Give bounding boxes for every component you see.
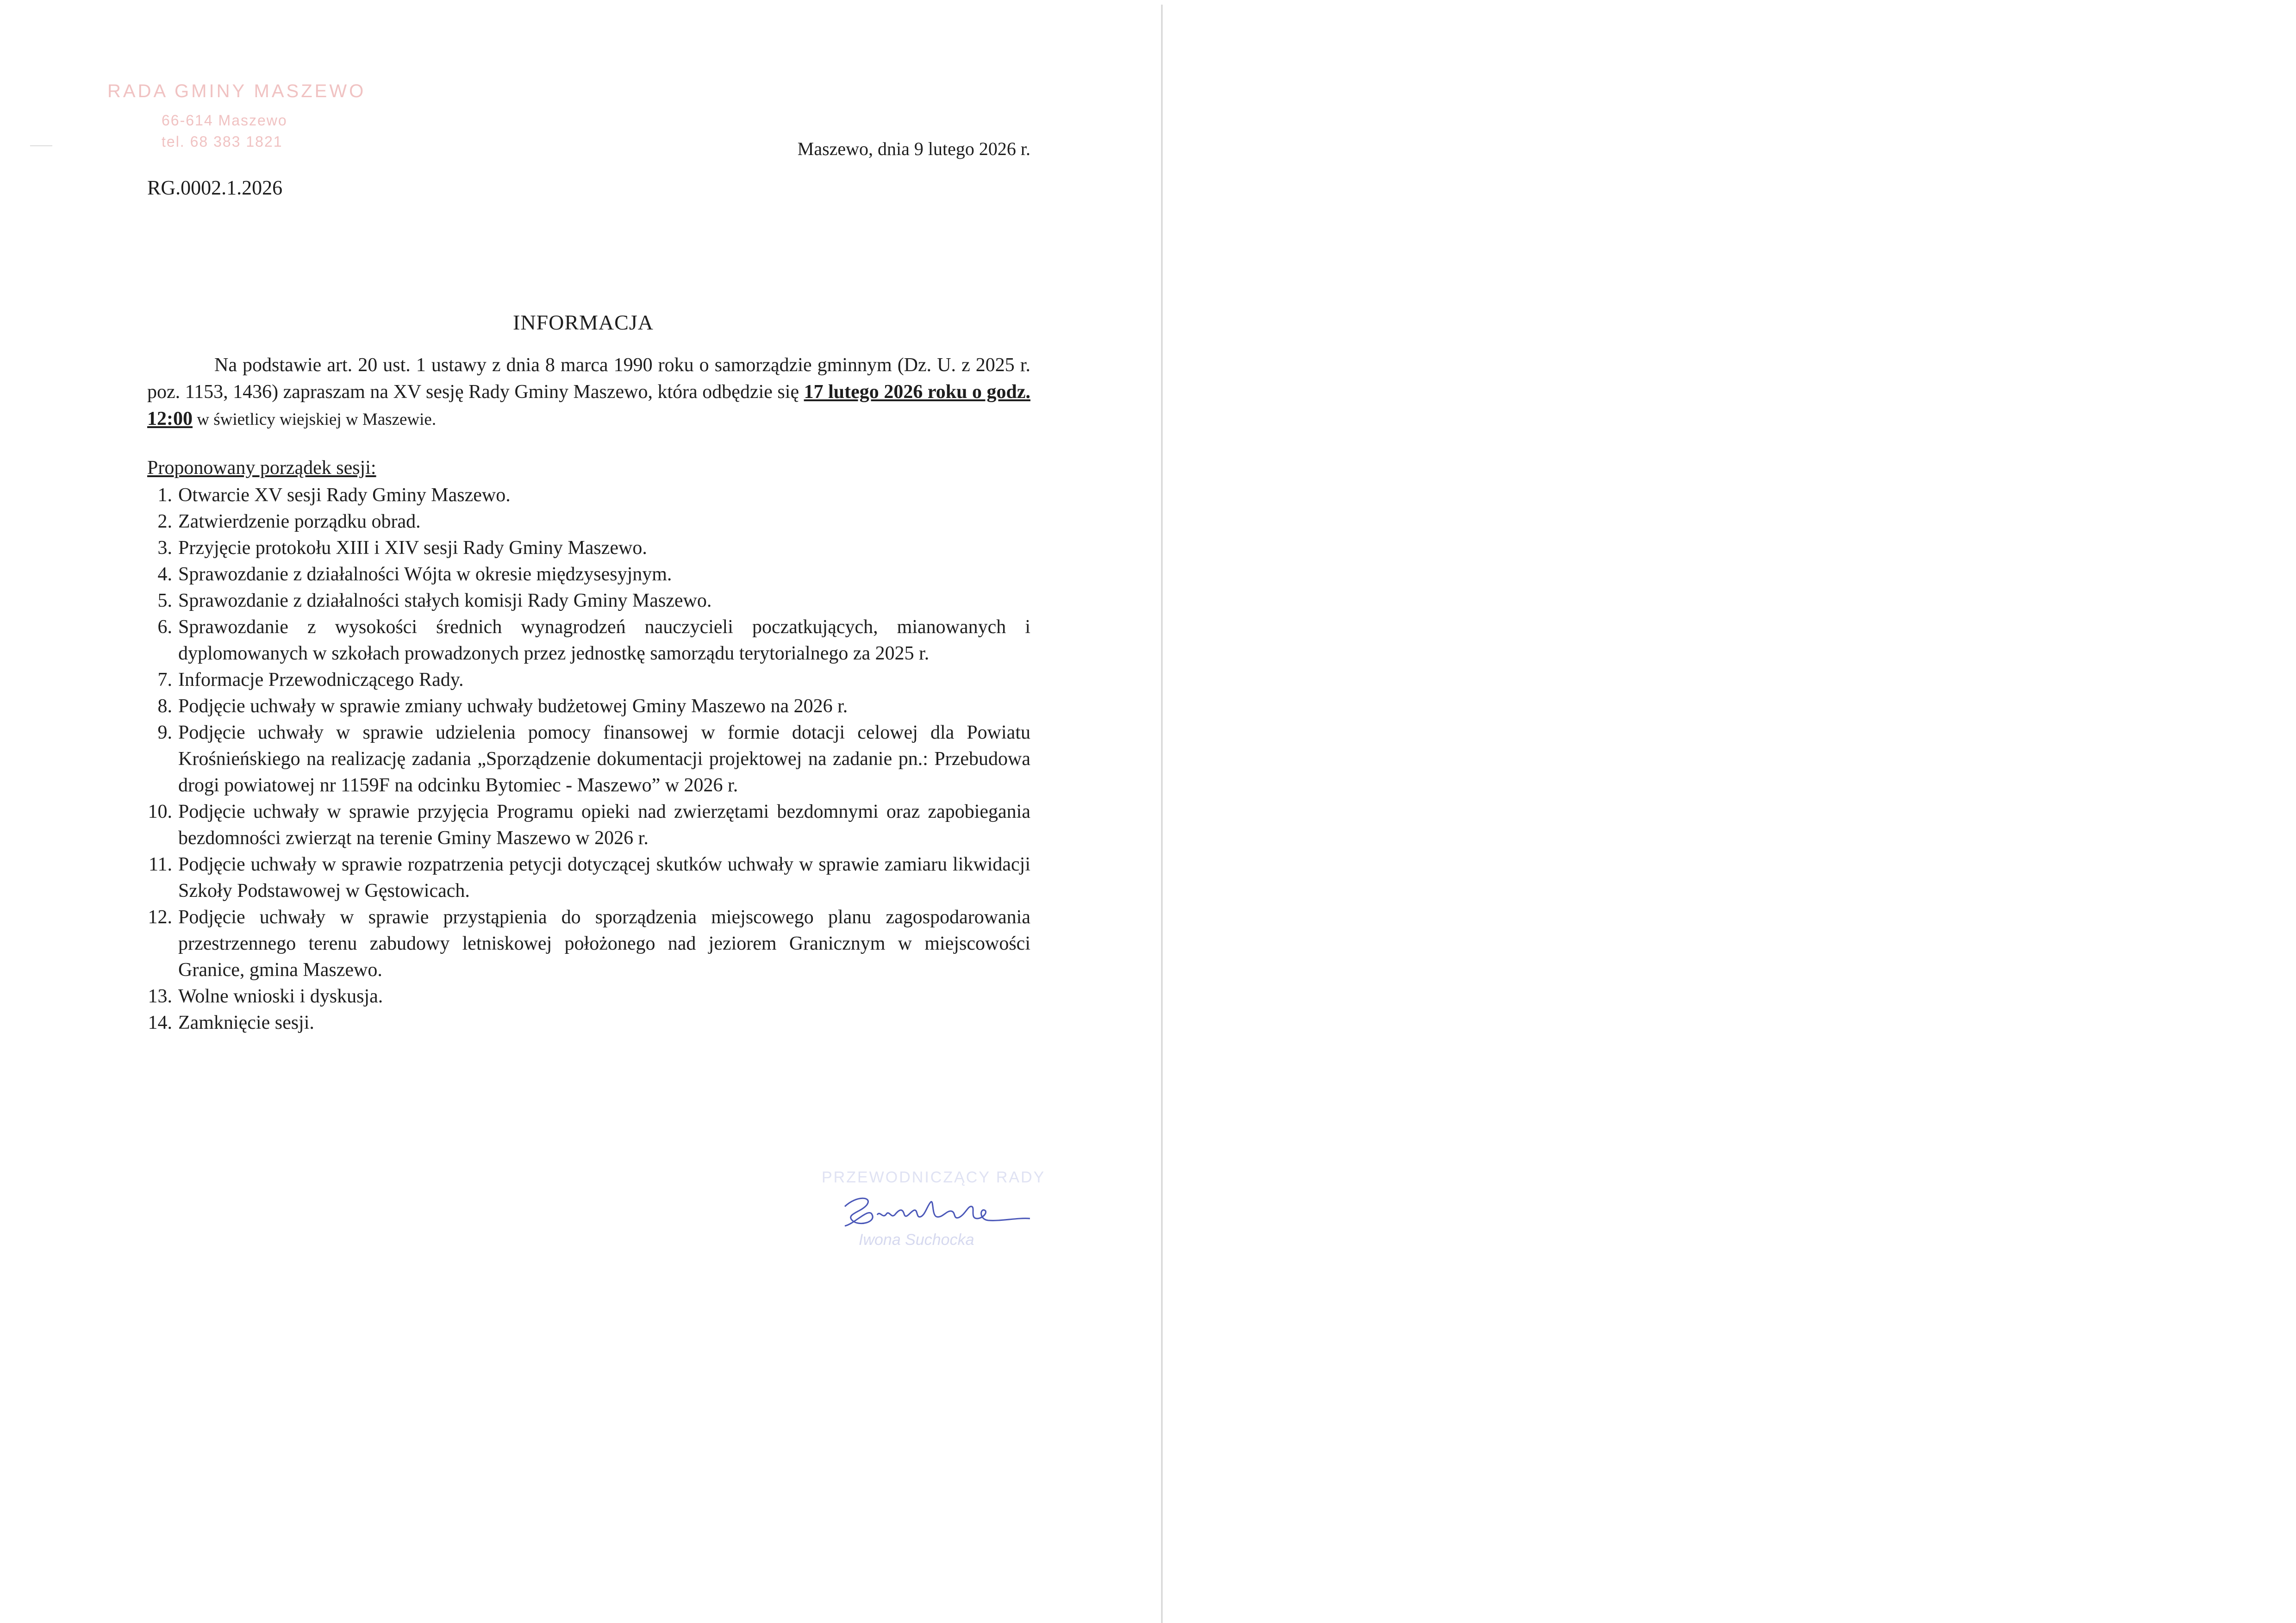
agenda-item bbox=[134, 904, 1030, 983]
agenda-item bbox=[134, 535, 1030, 561]
agenda-item-text: Otwarcie XV sesji Rady Gminy Maszewo. bbox=[178, 485, 511, 506]
signature-block bbox=[812, 1169, 1053, 1270]
scan-page-divider bbox=[1161, 5, 1163, 1623]
agenda-item-text: Podjęcie uchwały w sprawie rozpatrzenia petycji dotyczącej skutków uchwały w sprawie zamiaru likwidacji Szkoły Podstawowej w Gęstowicach. bbox=[178, 854, 1030, 902]
agenda-item-text: Podjęcie uchwały w sprawie przyjęcia Programu opieki nad zwierzętami bezdomnymi oraz zapobiegania bezdomności zwierząt na terenie Gminy Maszewo w 2026 r. bbox=[178, 801, 1030, 849]
agenda-item-number: 14. bbox=[148, 1012, 172, 1033]
agenda-item-text: Informacje Przewodniczącego Rady. bbox=[178, 669, 464, 690]
agenda-item bbox=[134, 667, 1030, 693]
agenda-item-text: Podjęcie uchwały w sprawie udzielenia pomocy finansowej w formie dotacji celowej dla Powiatu Krośnieńskiego na realizację zadania „Sporządzenie dokumentacji projektowej na zadanie pn.: Przebudowa drogi powiatowej nr 1159F na odcinku Bytomiec - Maszewo” w 2026 r. bbox=[178, 722, 1030, 796]
agenda-item-text: Podjęcie uchwały w sprawie przystąpienia do sporządzenia miejscowego planu zagospodarowania przestrzennego terenu zabudowy letniskowej położonego nad jeziorem Granicznym w miejscowości Granice, gmina Maszewo. bbox=[178, 907, 1030, 981]
document-title: INFORMACJA bbox=[513, 311, 654, 334]
agenda-item bbox=[134, 720, 1030, 799]
agenda-item-number: 13. bbox=[148, 986, 172, 1007]
council-stamp-address: 66-614 Maszewo bbox=[162, 112, 287, 129]
handwritten-signature bbox=[812, 1178, 1053, 1233]
agenda-item-number: 1. bbox=[157, 485, 172, 506]
agenda-item bbox=[134, 799, 1030, 852]
council-stamp-name: RADA GMINY MASZEWO bbox=[107, 81, 366, 101]
agenda-item bbox=[134, 693, 1030, 720]
agenda-item-text: Przyjęcie protokołu XIII i XIV sesji Rady Gminy Maszewo. bbox=[178, 537, 647, 559]
agenda-item-number: 5. bbox=[157, 590, 172, 611]
agenda-item-number: 6. bbox=[157, 616, 172, 638]
intro-text-before: Na podstawie art. 20 ust. 1 ustawy z dnia 8 marca 1990 roku o samorządzie gminnym (Dz. U. z 2025 r. poz. 1153, 1436) zapraszam na XV sesję Rady Gminy Maszewo, która odbędzie się bbox=[147, 354, 1030, 403]
agenda-item-text: Sprawozdanie z wysokości średnich wynagrodzeń nauczycieli poczatkujących, mianowanych i dyplomowanych w szkołach prowadzonych przez jednostkę samorządu terytorialnego za 2025 r. bbox=[178, 616, 1030, 664]
agenda-item-number: 9. bbox=[157, 722, 172, 743]
agenda-item-text: Zamknięcie sesji. bbox=[178, 1012, 314, 1033]
agenda-item bbox=[134, 1010, 1030, 1036]
agenda-item-number: 4. bbox=[157, 564, 172, 585]
agenda-item bbox=[134, 614, 1030, 667]
agenda-item-text: Wolne wnioski i dyskusja. bbox=[178, 986, 383, 1007]
margin-mark bbox=[30, 145, 52, 146]
intro-text-after: w świetlicy wiejskiej w Maszewie. bbox=[193, 410, 437, 429]
council-stamp-phone: tel. 68 383 1821 bbox=[162, 133, 283, 150]
agenda-item bbox=[134, 561, 1030, 588]
intro-paragraph bbox=[147, 352, 1030, 433]
agenda-item bbox=[134, 983, 1030, 1010]
agenda-item-text: Sprawozdanie z działalności stałych komisji Rady Gminy Maszewo. bbox=[178, 590, 712, 611]
agenda-item-number: 7. bbox=[157, 669, 172, 690]
agenda-item bbox=[134, 588, 1030, 614]
agenda-item-number: 8. bbox=[157, 696, 172, 717]
document-reference: RG.0002.1.2026 bbox=[147, 176, 283, 199]
signer-name: Iwona Suchocka bbox=[859, 1231, 974, 1249]
signature-stamp-title: PRZEWODNICZĄCY RADY bbox=[822, 1169, 1046, 1186]
agenda-item-text: Zatwierdzenie porządku obrad. bbox=[178, 511, 421, 532]
agenda-item-number: 3. bbox=[157, 537, 172, 559]
agenda-heading: Proponowany porządek sesji: bbox=[147, 457, 376, 479]
agenda-item-text: Sprawozdanie z działalności Wójta w okresie międzysesyjnym. bbox=[178, 564, 672, 585]
agenda-item-number: 12. bbox=[148, 907, 172, 928]
agenda-item bbox=[134, 509, 1030, 535]
agenda-item-number: 10. bbox=[148, 801, 172, 822]
agenda-item-number: 11. bbox=[149, 854, 172, 875]
agenda-item-text: Podjęcie uchwały w sprawie zmiany uchwały budżetowej Gminy Maszewo na 2026 r. bbox=[178, 696, 848, 717]
agenda-item-number: 2. bbox=[157, 511, 172, 532]
session-date-time: 17 lutego 2026 roku o godz. 12:00 bbox=[147, 381, 1030, 429]
agenda-item bbox=[134, 852, 1030, 904]
agenda-item bbox=[134, 482, 1030, 509]
place-and-date: Maszewo, dnia 9 lutego 2026 r. bbox=[797, 138, 1030, 159]
agenda-list bbox=[134, 482, 1030, 1036]
